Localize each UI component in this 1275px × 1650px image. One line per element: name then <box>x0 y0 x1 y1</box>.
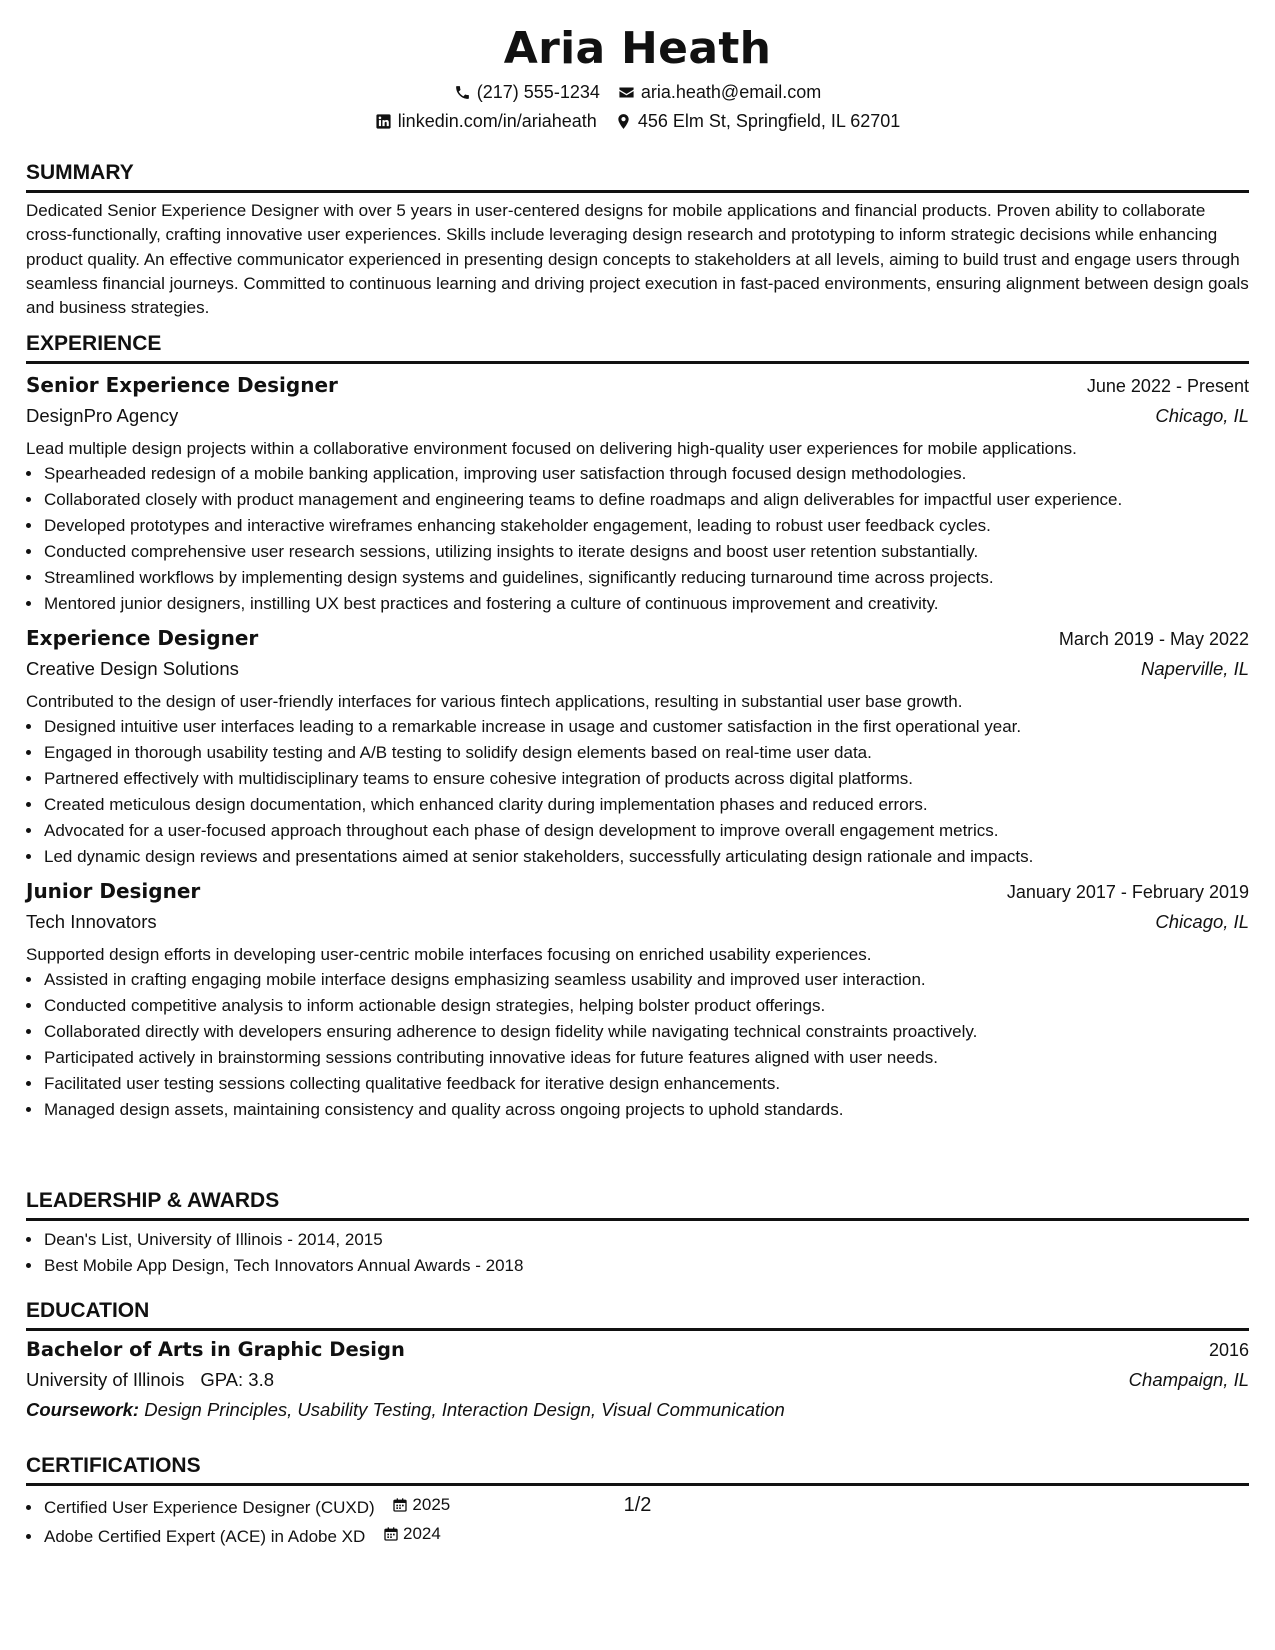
award-item: • Dean's List, University of Illinois - 2014, 2015 <box>43 1227 1249 1253</box>
job-bullets <box>26 967 1249 1123</box>
summary-text: Dedicated Senior Experience Designer with over 5 years in user-centered designs for mobile applications and financial products. Proven ability to collaborate cross-functionally, crafting innovative user experiences. Skills include leveraging design research and prototyping to inform strategic decisions while enhancing product quality. An effective communicator experienced in presenting design concepts to stakeholders at all levels, aiming to build trust and engage users through seamless financial journeys. Committed to continuous learning and driving project execution in fast-paced environments, ensuring alignment between design goals and business strategies. <box>26 201 1249 318</box>
linkedin-icon <box>375 113 392 130</box>
job-title: Junior Designer <box>26 879 201 903</box>
bullet-item: • Collaborated directly with developers ensuring adherence to design fidelity while navigating technical constraints proactively. <box>43 1019 1249 1045</box>
job-description: Lead multiple design projects within a collaborative environment focused on delivering high-quality user experiences for mobile applications. <box>26 439 1077 458</box>
bullet-item: • Facilitated user testing sessions collecting qualitative feedback for iterative design enhancements. <box>43 1071 1249 1097</box>
address-text: 456 Elm St, Springfield, IL 62701 <box>637 111 901 131</box>
contact-phone <box>454 79 600 105</box>
job-title: Experience Designer <box>26 626 259 650</box>
linkedin-text: linkedin.com/in/ariaheath <box>397 111 597 131</box>
job-dates: June 2022 - Present <box>1086 376 1249 396</box>
contact-email <box>618 79 821 105</box>
certification-item <box>43 1521 1249 1550</box>
certifications-heading: CERTIFICATIONS <box>26 1453 1249 1486</box>
education-section <box>26 1298 1249 1425</box>
bullet-item: • Created meticulous design documentation, which enhanced clarity during implementation phases and reduced errors. <box>43 792 1249 818</box>
degree-name: Bachelor of Arts in Graphic Design <box>26 1338 405 1361</box>
calendar-icon <box>382 1526 399 1543</box>
job-entry <box>26 623 1249 870</box>
bullet-item: • Developed prototypes and interactive wireframes enhancing stakeholder engagement, leading to robust user feedback cycles. <box>43 513 1249 539</box>
certification-year: 2024 <box>403 1524 441 1543</box>
bullet-item: • Participated actively in brainstorming sessions contributing innovative ideas for future features aligned with user needs. <box>43 1045 1249 1071</box>
phone-icon <box>454 84 471 101</box>
job-description: Contributed to the design of user-friendly interfaces for various fintech applications, resulting in substantial user base growth. <box>26 692 963 711</box>
award-item: • Best Mobile App Design, Tech Innovators Annual Awards - 2018 <box>43 1253 1249 1279</box>
certification-date <box>382 1521 441 1547</box>
bullet-item: • Managed design assets, maintaining consistency and quality across ongoing projects to uphold standards. <box>43 1097 1249 1123</box>
contact-row-primary <box>26 79 1249 105</box>
contact-row-secondary <box>26 108 1249 134</box>
job-location: Chicago, IL <box>1155 405 1249 426</box>
job-entry <box>26 876 1249 1123</box>
awards-heading: LEADERSHIP & AWARDS <box>26 1188 1249 1221</box>
bullet-item: • Conducted competitive analysis to inform actionable design strategies, helping bolster product offerings. <box>43 993 1249 1019</box>
bullet-item: • Spearheaded redesign of a mobile banking application, improving user satisfaction through focused design methodologies. <box>43 461 1249 487</box>
company-name: DesignPro Agency <box>26 405 179 426</box>
gpa: GPA: 3.8 <box>200 1369 275 1390</box>
candidate-name: Aria Heath <box>503 23 772 74</box>
graduation-year: 2016 <box>1208 1340 1249 1360</box>
school-line <box>26 1365 274 1395</box>
phone-text: (217) 555-1234 <box>476 82 600 102</box>
company-name: Creative Design Solutions <box>26 658 239 679</box>
awards-list <box>26 1227 1249 1279</box>
bullet-item: • Designed intuitive user interfaces leading to a remarkable increase in usage and customer satisfaction in the first operational year. <box>43 714 1249 740</box>
coursework-label: Coursework: <box>26 1399 140 1420</box>
coursework-list: Design Principles, Usability Testing, Interaction Design, Visual Communication <box>144 1399 785 1420</box>
bullet-item: • Engaged in thorough usability testing and A/B testing to solidify design elements based on real-time user data. <box>43 740 1249 766</box>
experience-heading: EXPERIENCE <box>26 331 1249 364</box>
school-name: University of Illinois <box>26 1369 185 1390</box>
school-location: Champaign, IL <box>1128 1369 1249 1390</box>
certification-year: 2025 <box>412 1495 451 1514</box>
awards-section <box>26 1188 1249 1279</box>
resume-page <box>26 0 1249 1546</box>
job-description: Supported design efforts in developing user-centric mobile interfaces focusing on enriched usability experiences. <box>26 945 872 964</box>
bullet-item: • Streamlined workflows by implementing design systems and guidelines, significantly reducing turnaround time across projects. <box>43 565 1249 591</box>
bullet-item: • Collaborated closely with product management and engineering teams to define roadmaps and align deliverables for impactful user experience. <box>43 487 1249 513</box>
bullet-item: • Led dynamic design reviews and presentations aimed at senior stakeholders, successfully articulating design rationale and impacts. <box>43 844 1249 870</box>
bullet-item: • Mentored junior designers, instilling UX best practices and fostering a culture of continuous improvement and creativity. <box>43 591 1249 617</box>
certification-name: Certified User Experience Designer (CUXD) <box>44 1498 375 1517</box>
coursework <box>26 1395 1249 1425</box>
education-heading: EDUCATION <box>26 1298 1249 1331</box>
job-location: Naperville, IL <box>1141 658 1249 679</box>
summary-heading: SUMMARY <box>26 160 1249 193</box>
map-marker-icon <box>615 113 632 130</box>
bullet-item: • Partnered effectively with multidisciplinary teams to ensure cohesive integration of products across digital platforms. <box>43 766 1249 792</box>
job-entry <box>26 370 1249 617</box>
envelope-icon <box>618 84 635 101</box>
contact-address <box>615 108 901 134</box>
job-dates: January 2017 - February 2019 <box>1006 882 1249 902</box>
resume-header <box>26 0 1249 134</box>
job-bullets <box>26 461 1249 617</box>
company-name: Tech Innovators <box>26 911 157 932</box>
bullet-item: • Assisted in crafting engaging mobile interface designs emphasizing seamless usability and improved user interaction. <box>43 967 1249 993</box>
job-dates: March 2019 - May 2022 <box>1058 629 1249 649</box>
email-text: aria.heath@email.com <box>640 82 822 102</box>
job-title: Senior Experience Designer <box>26 373 338 397</box>
experience-section <box>26 331 1249 1123</box>
job-location: Chicago, IL <box>1155 911 1249 932</box>
bullet-item: • Advocated for a user-focused approach throughout each phase of design development to improve overall engagement metrics. <box>43 818 1249 844</box>
contact-linkedin <box>375 108 597 134</box>
job-bullets <box>26 714 1249 870</box>
summary-section <box>26 160 1249 320</box>
bullet-item: • Conducted comprehensive user research sessions, utilizing insights to iterate designs and boost user retention substantially. <box>43 539 1249 565</box>
certification-name: Adobe Certified Expert (ACE) in Adobe XD <box>44 1527 366 1546</box>
page-number: 1/2 <box>623 1494 652 1516</box>
